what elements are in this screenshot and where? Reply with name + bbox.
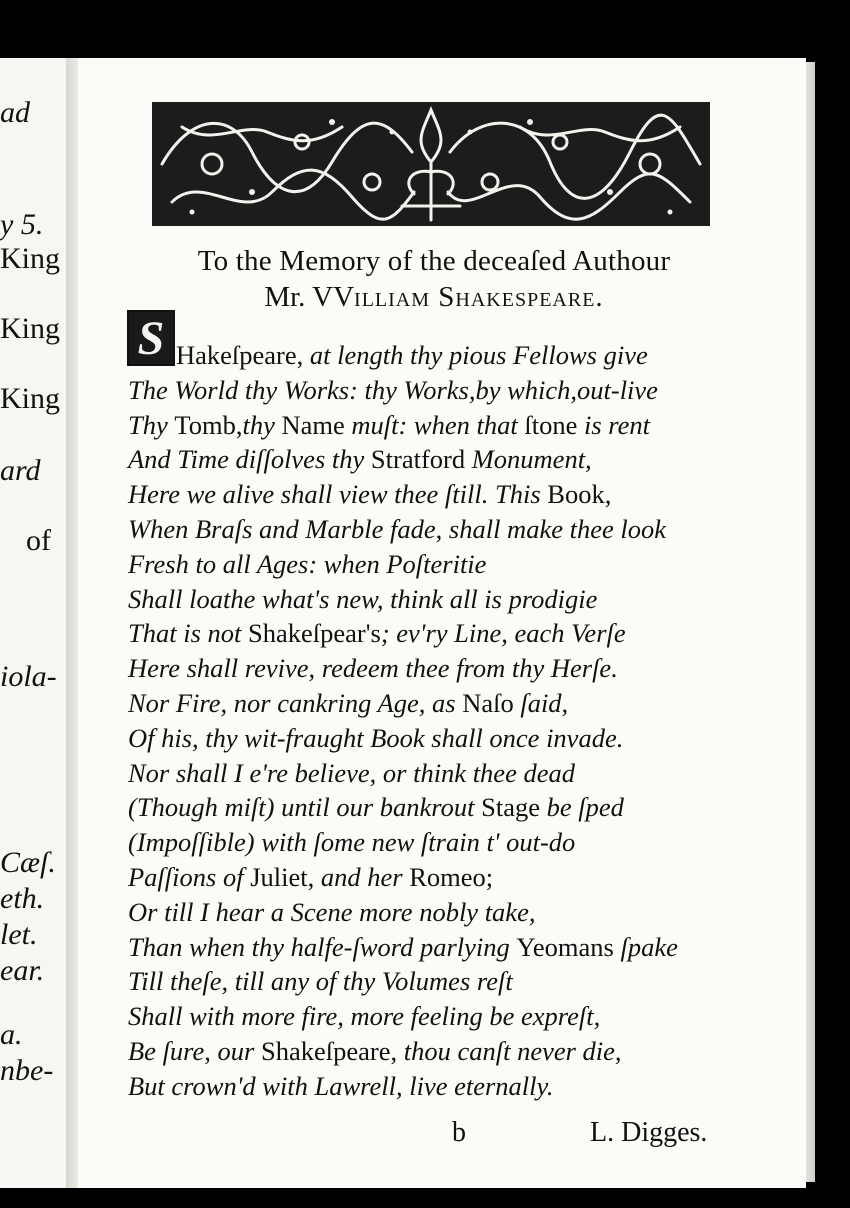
facing-page-text: eth. bbox=[0, 882, 45, 915]
poem-line-segment: Name bbox=[281, 409, 352, 440]
poem-line-segment: Shakeſpeare, bbox=[260, 1036, 404, 1066]
facing-page-text: y 5. bbox=[0, 208, 44, 241]
poem-line bbox=[128, 373, 658, 407]
poem-line-segment: thy bbox=[242, 409, 282, 440]
poem-line-segment: is rent bbox=[583, 409, 650, 440]
poem-author: L. Digges. bbox=[590, 1117, 708, 1148]
poem-line-segment: ſtone bbox=[524, 409, 584, 440]
poem-line bbox=[128, 999, 600, 1033]
poem-line bbox=[128, 860, 493, 894]
poem-line bbox=[128, 582, 597, 616]
facing-page-text: ad bbox=[0, 96, 30, 129]
poem-line-segment: be ſped bbox=[546, 792, 624, 823]
facing-page-text: a. bbox=[0, 1018, 23, 1051]
poem-line-segment: Stage bbox=[481, 792, 547, 823]
facing-page-text: King bbox=[0, 382, 60, 415]
poem-line bbox=[128, 442, 592, 476]
poem-line bbox=[128, 616, 626, 650]
poem-line-segment: Till theſe, till any of thy Volumes reſt bbox=[128, 966, 513, 997]
poem-line bbox=[128, 964, 513, 998]
poem-line-segment: (Impoſſible) with ſome new ſtrain t' out-do bbox=[128, 827, 576, 858]
poem-line-segment: at length thy pious Fellows give bbox=[309, 340, 648, 370]
poem-line-segment: Than when thy halfe-ſword parlying bbox=[128, 931, 517, 962]
book-gutter bbox=[66, 58, 78, 1188]
poem-line-segment: Nor Fire, nor cankring Age, as bbox=[128, 688, 463, 718]
poem-line-segment: Yeomans bbox=[516, 931, 621, 962]
poem-line-segment: Fresh to all Ages: when Poſteritie bbox=[128, 548, 487, 579]
poem-line-segment: and her bbox=[320, 862, 410, 892]
poem-line bbox=[128, 547, 486, 581]
signature-mark: b bbox=[452, 1117, 466, 1148]
poem-line-segment: That is not bbox=[128, 618, 249, 649]
poem-line bbox=[128, 756, 575, 790]
poem-line-segment: When Braſs and Marble fade, shall make thee look bbox=[128, 514, 666, 544]
poem-line-segment: Shall loathe what's new, think all is prodigie bbox=[128, 583, 598, 614]
poem-line bbox=[128, 512, 666, 546]
poem-line-segment: Monument, bbox=[471, 444, 592, 475]
poem-line-segment: thou canſt never die, bbox=[403, 1036, 622, 1066]
poem-line-segment: (Though miſt) until our bankrout bbox=[128, 792, 482, 823]
dedicatee-name: illiam Shakespeare. bbox=[354, 281, 604, 313]
facing-page bbox=[0, 58, 66, 1188]
poem-line bbox=[128, 408, 650, 442]
poem-title: To the Memory of the deceaſed Authour bbox=[197, 245, 671, 277]
poem-line bbox=[176, 338, 648, 372]
poem-line bbox=[128, 686, 568, 720]
poem-line-segment: And Time diſſolves thy bbox=[128, 444, 371, 475]
poem-line-segment: Nor shall I e're believe, or think thee dead bbox=[128, 757, 575, 788]
poem-line bbox=[128, 1034, 622, 1068]
facing-page-text: King bbox=[0, 312, 60, 345]
facing-page-text: ear. bbox=[0, 954, 45, 987]
facing-page-text: nbe- bbox=[0, 1054, 54, 1087]
poem-line-segment: Of his, thy wit-fraught Book shall once invade. bbox=[128, 722, 624, 753]
page-edge bbox=[806, 62, 815, 1182]
poem-line-segment: Shall with more fire, more feeling be expreſt, bbox=[128, 1001, 601, 1032]
drop-cap-initial: S bbox=[127, 310, 175, 366]
book-page bbox=[78, 58, 806, 1188]
poem-line-segment: The World thy Works: thy Works,by which,out-live bbox=[128, 374, 658, 405]
facing-page-text: let. bbox=[0, 918, 38, 951]
poem-line-segment: ; ev'ry Line, each Verſe bbox=[380, 618, 626, 649]
facing-page-text: of bbox=[26, 524, 51, 557]
poem-line-segment: Stratford bbox=[370, 444, 472, 475]
poem-line bbox=[128, 895, 535, 929]
poem-line bbox=[128, 477, 611, 511]
poem-line-segment: Or till I hear a Scene more nobly take, bbox=[128, 896, 536, 927]
poem-line-segment: Be ſure, our bbox=[128, 1036, 261, 1066]
poem-line-segment: Paſſions of bbox=[128, 862, 251, 892]
poem-line-segment: ſpake bbox=[620, 931, 678, 962]
poem-line-segment: muſt: when that bbox=[351, 409, 525, 440]
poem-line-segment: ſaid, bbox=[520, 688, 569, 718]
poem-line bbox=[128, 651, 618, 685]
poem-line-segment: Here shall revive, redeem thee from thy Herſe. bbox=[128, 653, 618, 684]
poem-line-segment: Book, bbox=[547, 479, 612, 510]
facing-page-text: Cæſ. bbox=[0, 846, 56, 879]
poem-line-segment: Juliet, bbox=[250, 862, 321, 892]
poem-line bbox=[128, 930, 678, 964]
facing-page-text: King bbox=[0, 242, 60, 275]
poem-dedicatee bbox=[78, 280, 790, 314]
poem-line-segment: Romeo; bbox=[409, 862, 494, 892]
dedicatee-prefix: Mr. VV bbox=[264, 281, 355, 313]
poem-line-segment: Shakeſpear's bbox=[248, 618, 381, 649]
poem-line bbox=[128, 1069, 553, 1103]
poem-line-segment: Hakeſpeare, bbox=[176, 340, 310, 370]
poem-line-segment: Naſo bbox=[462, 688, 521, 718]
poem-line bbox=[128, 790, 624, 824]
poem-line-segment: But crown'd with Lawrell, live eternally. bbox=[128, 1070, 554, 1101]
poem-line bbox=[128, 825, 575, 859]
poem-line-segment: Tomb, bbox=[174, 409, 243, 440]
poem-line-segment: Here we alive shall view thee ſtill. This bbox=[128, 479, 548, 510]
poem-line-segment: Thy bbox=[128, 409, 175, 440]
facing-page-text: ard bbox=[0, 454, 41, 487]
headpiece-ornament bbox=[152, 102, 710, 226]
poem-line bbox=[128, 721, 623, 755]
facing-page-text: iola- bbox=[0, 660, 57, 693]
